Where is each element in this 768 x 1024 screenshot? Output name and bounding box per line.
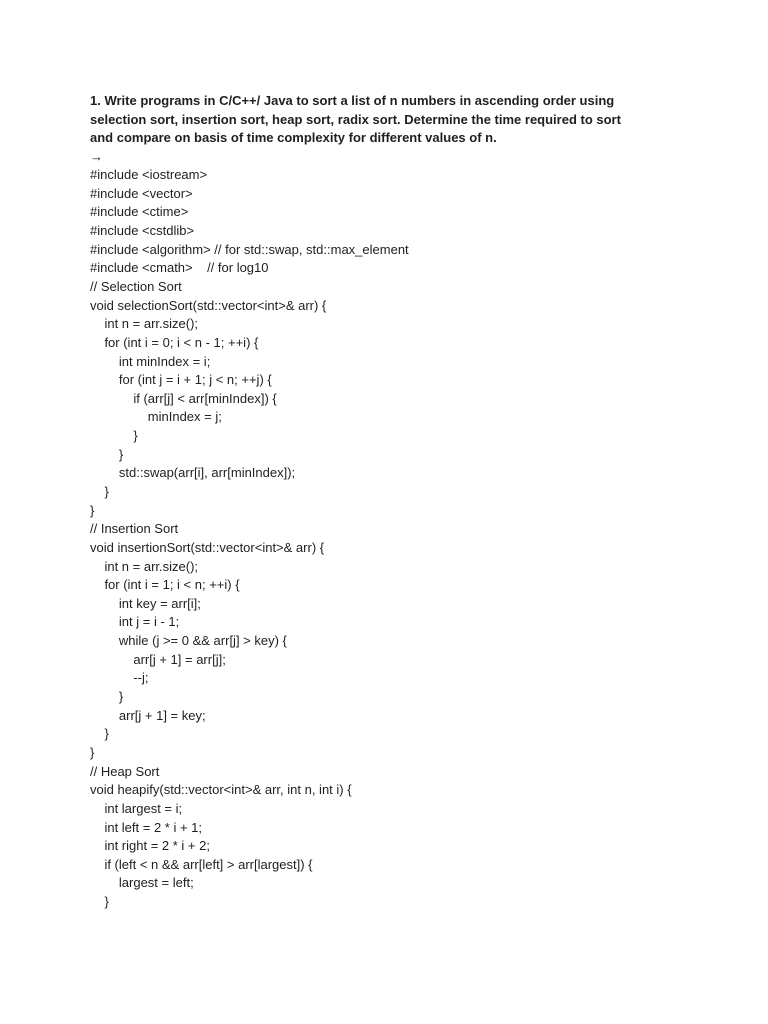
- code-line: for (int i = 0; i < n - 1; ++i) {: [90, 334, 259, 350]
- code-line: for (int i = 1; i < n; ++i) {: [90, 577, 240, 593]
- code-line: // Heap Sort: [90, 763, 160, 779]
- code-line: int right = 2 * i + 2;: [90, 838, 210, 854]
- arrow-icon: →: [90, 148, 103, 164]
- code-line: int key = arr[i];: [90, 595, 201, 611]
- code-line: while (j >= 0 && arr[j] > key) {: [90, 633, 287, 649]
- code-line: minIndex = j;: [90, 409, 222, 425]
- code-line: #include <iostream>: [90, 167, 208, 183]
- code-line: if (arr[j] < arr[minIndex]) {: [90, 390, 277, 406]
- code-line: #include <cstdlib>: [90, 223, 195, 239]
- code-line: }: [90, 483, 109, 499]
- question-line: and compare on basis of time complexity for different values of n.: [90, 130, 497, 145]
- code-line: // Insertion Sort: [90, 521, 179, 537]
- code-line: // Selection Sort: [90, 278, 182, 294]
- code-line: largest = left;: [90, 875, 194, 891]
- code-line: }: [90, 689, 124, 705]
- code-line: if (left < n && arr[left] > arr[largest]) {: [90, 856, 313, 872]
- code-line: }: [90, 428, 138, 444]
- code-line: void insertionSort(std::vector<int>& arr) {: [90, 539, 325, 555]
- code-line: int largest = i;: [90, 800, 183, 816]
- code-block: [90, 166, 710, 912]
- code-line: #include <vector>: [90, 185, 193, 201]
- code-line: for (int j = i + 1; j < n; ++j) {: [90, 372, 272, 388]
- code-line: int left = 2 * i + 1;: [90, 819, 203, 835]
- code-line: #include <cmath> // for log10: [90, 260, 269, 276]
- code-line: --j;: [90, 670, 149, 686]
- code-line: }: [90, 894, 109, 910]
- question-line: selection sort, insertion sort, heap sort, radix sort. Determine the time required to sort: [90, 111, 621, 127]
- code-line: arr[j + 1] = key;: [90, 707, 206, 723]
- code-line: void selectionSort(std::vector<int>& arr) {: [90, 297, 327, 313]
- code-line: }: [90, 744, 95, 760]
- code-line: std::swap(arr[i], arr[minIndex]);: [90, 465, 296, 481]
- question-line: 1. Write programs in C/C++/ Java to sort a list of n numbers in ascending order using: [90, 93, 615, 108]
- code-line: int j = i - 1;: [90, 614, 180, 630]
- code-line: }: [90, 502, 95, 518]
- question-text: [90, 92, 710, 148]
- code-line: int minIndex = i;: [90, 353, 211, 369]
- code-line: #include <algorithm> // for std::swap, std::max_element: [90, 241, 409, 257]
- code-line: #include <ctime>: [90, 204, 189, 220]
- code-line: int n = arr.size();: [90, 558, 199, 574]
- code-line: void heapify(std::vector<int>& arr, int n, int i) {: [90, 782, 352, 798]
- code-line: }: [90, 446, 124, 462]
- code-line: arr[j + 1] = arr[j];: [90, 651, 226, 667]
- document-page: [90, 92, 710, 912]
- code-line: }: [90, 726, 109, 742]
- code-line: int n = arr.size();: [90, 316, 199, 332]
